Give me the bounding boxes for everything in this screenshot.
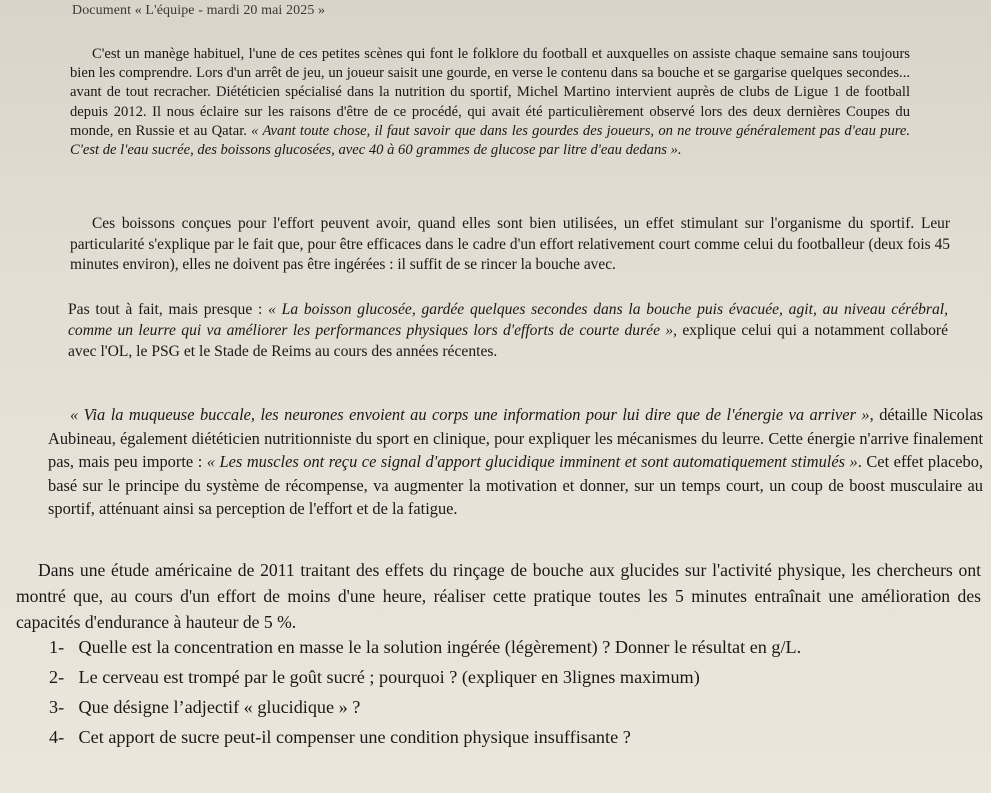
question-item <box>49 722 984 752</box>
question-number: 2- <box>49 667 65 687</box>
questions-list <box>49 632 984 752</box>
document-header: Document « L'équipe - mardi 20 mai 2025 » <box>72 3 326 18</box>
paragraph-3-text: , explique celui qui a notamment collaboré avec l'OL, le PSG et le Stade de Reims au cours des années récentes. <box>68 321 949 360</box>
question-text: Le cerveau est trompé par le goût sucré ; pourquoi ? (expliquer en 3lignes maximum) <box>78 667 700 687</box>
paragraph-2-text: Ces boissons conçues pour l'effort peuvent avoir, quand elles sont bien utilisées, un effet stimulant sur l'organisme du sportif. Leur particularité s'explique par le fait que, pour être efficaces dans le cadre d'un effort relativement court comme celui du footballeur (deux fois 45 minutes environ), elles ne doivent pas être ingérées : il suffit de se rincer la bouche avec. <box>70 215 950 274</box>
paragraph-2 <box>70 214 950 276</box>
question-item <box>49 662 984 692</box>
paragraph-4-text-1: , détaille Nicolas Aubineau, également diététicien nutritionniste du sport en clinique, pour expliquer les mécanismes du leurre. Cette énergie n'arrive finalement pas, mais peu importe : <box>48 405 983 471</box>
paragraph-1-quote: « Avant toute chose, il faut savoir que dans les gourdes des joueurs, on ne trouve généralement pas d'eau pure. C'est de l'eau sucrée, des boissons glucosées, avec 40 à 60 grammes de glucose par litre d'eau dedans ». <box>70 122 910 159</box>
paragraph-4-quote-2: « Les muscles ont reçu ce signal d'apport glucidique imminent et sont automatiquement stimulés » <box>206 452 858 471</box>
question-number: 4- <box>49 727 65 747</box>
question-text: Cet apport de sucre peut-il compenser une condition physique insuffisante ? <box>78 727 631 747</box>
paragraph-5 <box>16 557 981 636</box>
paragraph-4-quote-1: « Via la muqueuse buccale, les neurones envoient au corps une information pour lui dire que de l'énergie va arriver » <box>70 405 870 424</box>
question-text: Quelle est la concentration en masse le la solution ingérée (légèrement) ? Donner le résultat en g/L. <box>78 637 802 657</box>
question-text: Que désigne l’adjectif « glucidique » ? <box>78 697 361 717</box>
paragraph-3 <box>68 300 948 362</box>
paragraph-4-text-2: . Cet effet placebo, basé sur le principe du système de récompense, va augmenter la motivation et donner, sur un temps court, un coup de boost musculaire au sportif, atténuant ainsi sa perception de l'effort et de la fatigue. <box>48 452 983 518</box>
paragraph-4 <box>48 403 983 521</box>
paragraph-5-text: Dans une étude américaine de 2011 traitant des effets du rinçage de bouche aux glucides sur l'activité physique, les chercheurs ont montré que, au cours d'un effort de moins d'une heure, réaliser cette pratique toutes les 5 minutes entraînait une amélioration des capacités d'endurance à hauteur de 5 %. <box>16 560 981 633</box>
question-number: 3- <box>49 697 65 717</box>
question-item <box>49 632 984 662</box>
question-item <box>49 692 984 722</box>
question-number: 1- <box>49 637 65 657</box>
paragraph-1 <box>70 45 910 160</box>
paragraph-3-intro: Pas tout à fait, mais presque : <box>68 301 269 318</box>
paragraph-1-text: C'est un manège habituel, l'une de ces petites scènes qui font le folklore du football et auxquelles on assiste chaque semaine sans toujours bien les comprendre. Lors d'un arrêt de jeu, un joueur saisit une gourde, en verse le contenu dans sa bouche et se gargarise quelques secondes... avant de tout recracher. Diététicien spécialisé dans la nutrition du sportif, Michel Martino intervient auprès de clubs de Ligue 1 de football depuis 2012. Il nous éclaire sur les raisons d'être de ce procédé, qui avait été particulièrement observé lors des deux dernières Coupes du monde, en Russie et au Qatar. <box>70 46 910 139</box>
paragraph-3-quote: « La boisson glucosée, gardée quelques secondes dans la bouche puis évacuée, agit, au niveau cérébral, comme un leurre qui va améliorer les performances physiques lors d'efforts de courte durée » <box>68 301 948 339</box>
